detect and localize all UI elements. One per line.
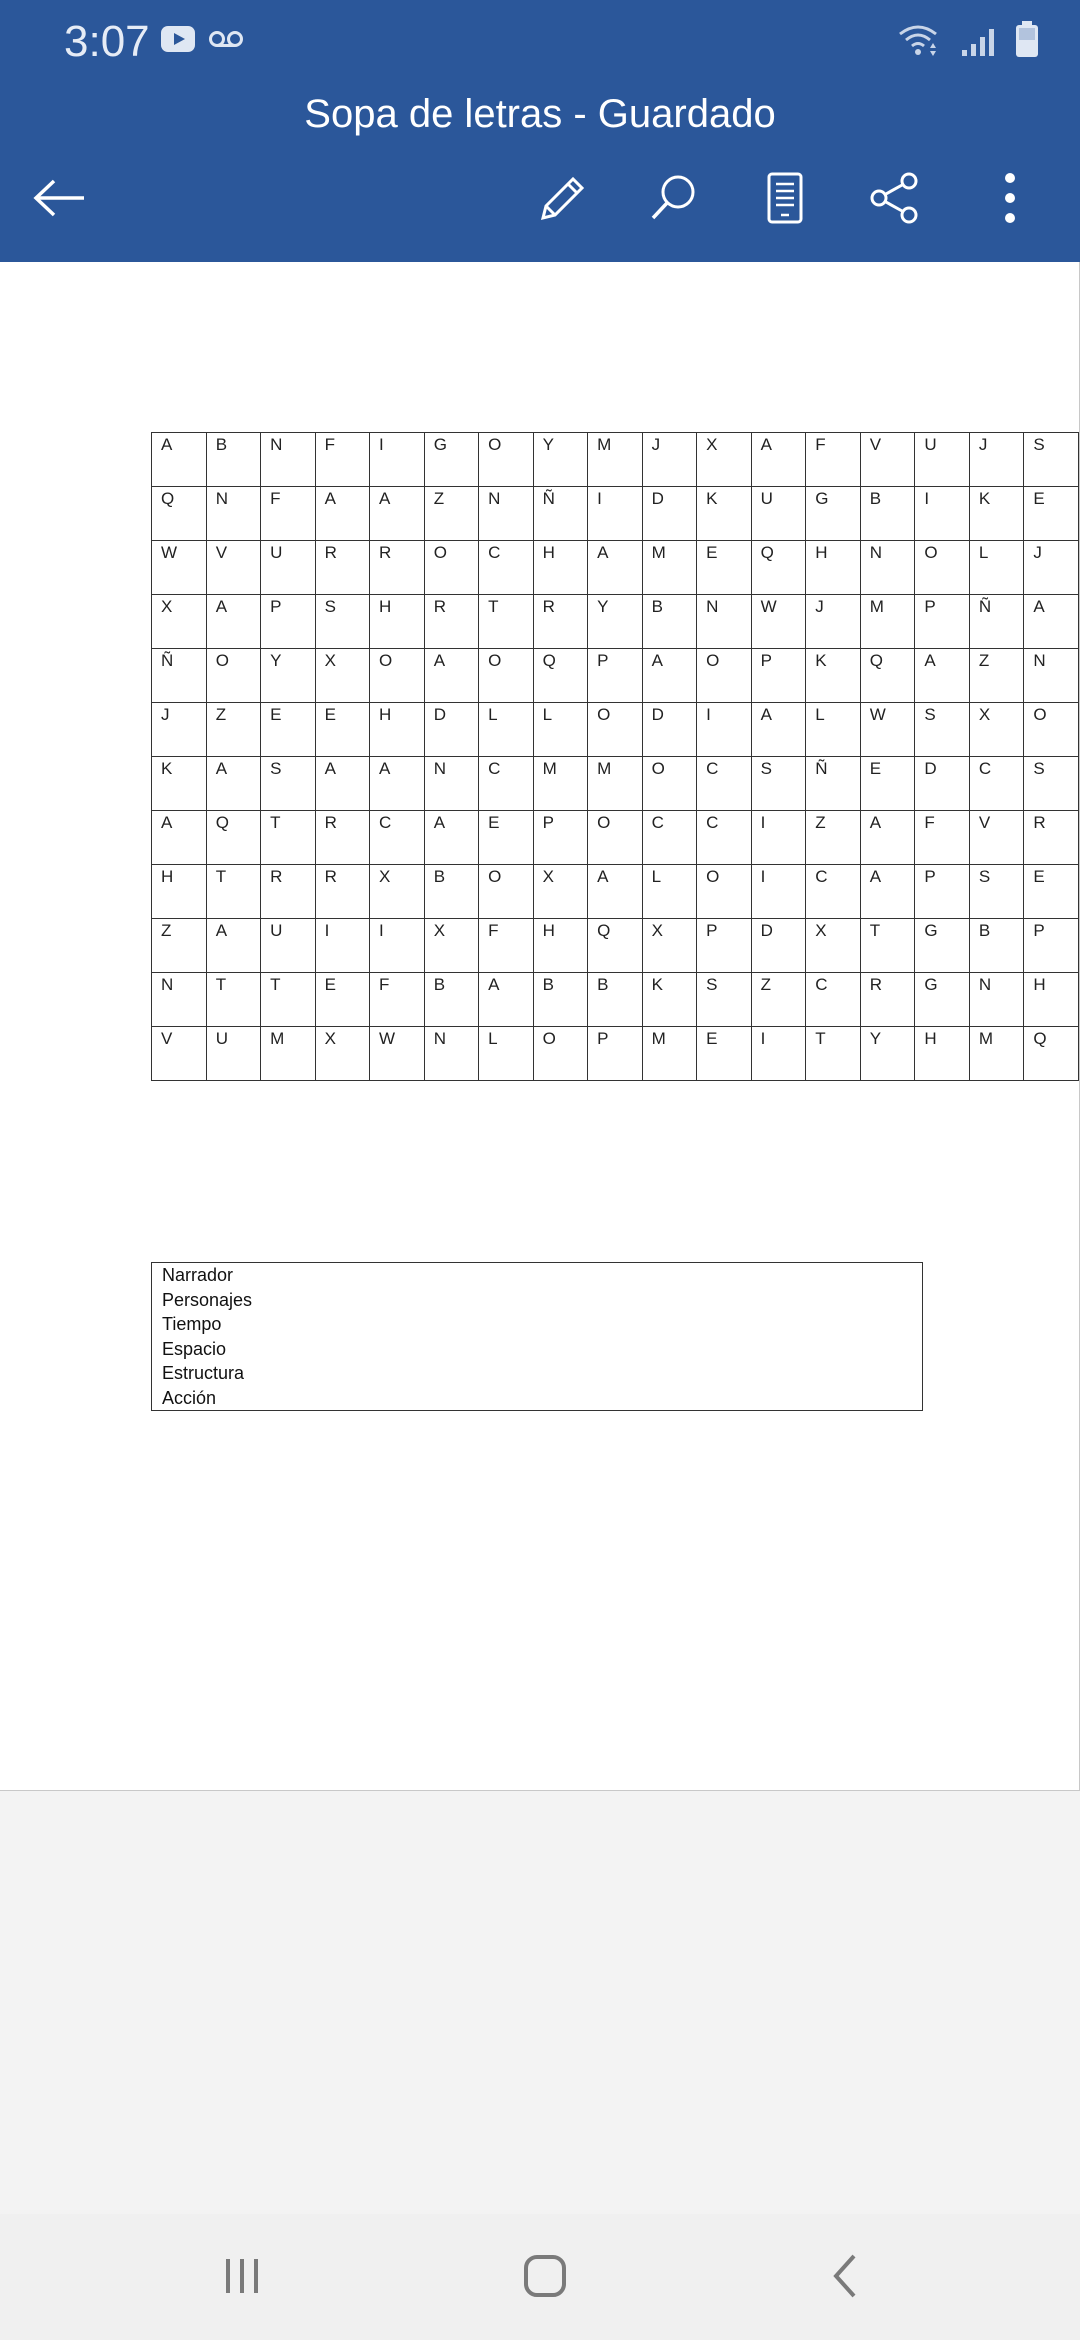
word-list-item: Estructura bbox=[162, 1363, 245, 1383]
grid-cell: A bbox=[860, 865, 915, 919]
edit-pencil-icon bbox=[533, 170, 589, 231]
grid-cell: R bbox=[370, 541, 425, 595]
grid-cell: E bbox=[479, 811, 533, 865]
grid-cell: B bbox=[860, 487, 915, 541]
grid-cell: U bbox=[261, 919, 316, 973]
grid-cell: B bbox=[533, 973, 588, 1027]
grid-cell: I bbox=[915, 487, 969, 541]
grid-cell: M bbox=[533, 757, 588, 811]
grid-cell: A bbox=[915, 649, 969, 703]
grid-cell: Q bbox=[533, 649, 588, 703]
grid-cell: C bbox=[697, 811, 751, 865]
youtube-icon bbox=[160, 24, 196, 59]
grid-cell: A bbox=[152, 811, 207, 865]
document-page[interactable] bbox=[0, 262, 1080, 1791]
grid-cell: R bbox=[860, 973, 915, 1027]
grid-cell: I bbox=[697, 703, 751, 757]
grid-cell: Z bbox=[751, 973, 806, 1027]
grid-cell: F bbox=[479, 919, 533, 973]
grid-cell: Ñ bbox=[806, 757, 860, 811]
grid-cell: A bbox=[152, 433, 207, 487]
signal-icon bbox=[960, 24, 1000, 63]
grid-cell: E bbox=[315, 703, 369, 757]
grid-cell: S bbox=[1024, 433, 1079, 487]
grid-cell: Ñ bbox=[533, 487, 588, 541]
grid-cell: N bbox=[479, 487, 533, 541]
grid-cell: N bbox=[697, 595, 751, 649]
grid-cell: B bbox=[642, 595, 697, 649]
grid-cell: F bbox=[370, 973, 425, 1027]
grid-cell: O bbox=[370, 649, 425, 703]
grid-cell: F bbox=[806, 433, 860, 487]
grid-cell: R bbox=[424, 595, 478, 649]
grid-cell: V bbox=[206, 541, 260, 595]
grid-cell: K bbox=[969, 487, 1024, 541]
grid-cell: N bbox=[152, 973, 207, 1027]
grid-cell: F bbox=[915, 811, 969, 865]
grid-cell: A bbox=[370, 757, 425, 811]
grid-cell: A bbox=[860, 811, 915, 865]
grid-cell: T bbox=[860, 919, 915, 973]
grid-cell: W bbox=[370, 1027, 425, 1081]
grid-cell: H bbox=[533, 919, 588, 973]
grid-cell: P bbox=[1024, 919, 1079, 973]
more-options-icon bbox=[1000, 170, 1020, 231]
grid-cell: D bbox=[424, 703, 478, 757]
reading-view-icon bbox=[763, 170, 807, 231]
grid-cell: O bbox=[479, 865, 533, 919]
grid-cell: O bbox=[588, 703, 643, 757]
grid-cell: O bbox=[588, 811, 643, 865]
word-list-box bbox=[151, 1262, 923, 1411]
grid-cell: P bbox=[751, 649, 806, 703]
recent-apps-button[interactable] bbox=[206, 2242, 278, 2314]
grid-cell: N bbox=[424, 757, 478, 811]
document-title: Sopa de letras - Guardado bbox=[304, 92, 776, 136]
grid-cell: Ñ bbox=[969, 595, 1024, 649]
grid-cell: H bbox=[370, 703, 425, 757]
grid-cell: L bbox=[479, 703, 533, 757]
grid-cell: U bbox=[751, 487, 806, 541]
grid-cell: L bbox=[969, 541, 1024, 595]
grid-cell: U bbox=[915, 433, 969, 487]
grid-cell: R bbox=[315, 865, 369, 919]
grid-cell: S bbox=[751, 757, 806, 811]
grid-cell: O bbox=[206, 649, 260, 703]
grid-cell: A bbox=[642, 649, 697, 703]
grid-cell: G bbox=[915, 919, 969, 973]
grid-cell: C bbox=[370, 811, 425, 865]
grid-cell: Z bbox=[806, 811, 860, 865]
grid-cell: D bbox=[642, 487, 697, 541]
wifi-icon bbox=[896, 22, 940, 63]
grid-cell: I bbox=[315, 919, 369, 973]
grid-cell: D bbox=[915, 757, 969, 811]
grid-cell: H bbox=[533, 541, 588, 595]
grid-cell: M bbox=[969, 1027, 1024, 1081]
grid-cell: X bbox=[315, 649, 369, 703]
grid-cell: C bbox=[806, 973, 860, 1027]
share-icon bbox=[867, 170, 923, 231]
grid-cell: M bbox=[860, 595, 915, 649]
grid-cell: B bbox=[424, 973, 478, 1027]
grid-cell: S bbox=[315, 595, 369, 649]
grid-cell: K bbox=[806, 649, 860, 703]
home-button[interactable] bbox=[509, 2242, 581, 2314]
grid-cell: E bbox=[860, 757, 915, 811]
grid-cell: P bbox=[533, 811, 588, 865]
home-icon bbox=[520, 2251, 570, 2306]
grid-cell: X bbox=[969, 703, 1024, 757]
grid-cell: X bbox=[370, 865, 425, 919]
nav-back-icon bbox=[822, 2251, 872, 2306]
grid-cell: Q bbox=[152, 487, 207, 541]
grid-cell: O bbox=[697, 865, 751, 919]
grid-cell: Ñ bbox=[152, 649, 207, 703]
grid-row bbox=[152, 973, 1079, 1027]
grid-cell: W bbox=[751, 595, 806, 649]
grid-cell: I bbox=[588, 487, 643, 541]
recent-apps-icon bbox=[217, 2251, 267, 2306]
grid-cell: B bbox=[424, 865, 478, 919]
grid-cell: E bbox=[697, 1027, 751, 1081]
grid-cell: E bbox=[1024, 487, 1079, 541]
grid-cell: W bbox=[152, 541, 207, 595]
grid-cell: T bbox=[206, 973, 260, 1027]
grid-cell: L bbox=[806, 703, 860, 757]
grid-cell: R bbox=[1024, 811, 1079, 865]
grid-cell: D bbox=[751, 919, 806, 973]
grid-cell: N bbox=[261, 433, 316, 487]
grid-cell: T bbox=[261, 973, 316, 1027]
word-list-item: Tiempo bbox=[162, 1314, 222, 1334]
grid-cell: H bbox=[915, 1027, 969, 1081]
grid-cell: O bbox=[697, 649, 751, 703]
grid-cell: C bbox=[479, 541, 533, 595]
grid-cell: B bbox=[588, 973, 643, 1027]
grid-cell: T bbox=[806, 1027, 860, 1081]
grid-cell: P bbox=[915, 865, 969, 919]
grid-cell: S bbox=[915, 703, 969, 757]
grid-cell: A bbox=[424, 811, 478, 865]
grid-cell: X bbox=[533, 865, 588, 919]
grid-cell: N bbox=[206, 487, 260, 541]
grid-cell: D bbox=[642, 703, 697, 757]
grid-cell: S bbox=[697, 973, 751, 1027]
grid-cell: I bbox=[751, 865, 806, 919]
grid-cell: N bbox=[424, 1027, 478, 1081]
grid-cell: S bbox=[1024, 757, 1079, 811]
grid-cell: J bbox=[152, 703, 207, 757]
grid-cell: Q bbox=[751, 541, 806, 595]
grid-cell: Y bbox=[860, 1027, 915, 1081]
grid-cell: F bbox=[261, 487, 316, 541]
grid-cell: X bbox=[152, 595, 207, 649]
grid-cell: P bbox=[697, 919, 751, 973]
grid-cell: I bbox=[751, 811, 806, 865]
grid-cell: Q bbox=[860, 649, 915, 703]
grid-row bbox=[152, 541, 1079, 595]
grid-cell: N bbox=[1024, 649, 1079, 703]
grid-cell: G bbox=[915, 973, 969, 1027]
grid-cell: Q bbox=[1024, 1027, 1079, 1081]
grid-cell: Y bbox=[261, 649, 316, 703]
grid-cell: Q bbox=[588, 919, 643, 973]
grid-cell: X bbox=[424, 919, 478, 973]
grid-row bbox=[152, 487, 1079, 541]
grid-cell: A bbox=[1024, 595, 1079, 649]
grid-cell: W bbox=[860, 703, 915, 757]
grid-cell: A bbox=[315, 487, 369, 541]
grid-cell: C bbox=[969, 757, 1024, 811]
grid-cell: S bbox=[261, 757, 316, 811]
grid-cell: J bbox=[642, 433, 697, 487]
grid-cell: J bbox=[1024, 541, 1079, 595]
grid-cell: R bbox=[315, 541, 369, 595]
grid-cell: O bbox=[533, 1027, 588, 1081]
grid-cell: C bbox=[806, 865, 860, 919]
grid-cell: X bbox=[642, 919, 697, 973]
grid-row bbox=[152, 595, 1079, 649]
app-header bbox=[0, 0, 1080, 262]
grid-cell: T bbox=[206, 865, 260, 919]
grid-cell: Z bbox=[152, 919, 207, 973]
grid-cell: K bbox=[152, 757, 207, 811]
grid-cell: A bbox=[206, 595, 260, 649]
grid-cell: H bbox=[1024, 973, 1079, 1027]
grid-cell: N bbox=[860, 541, 915, 595]
grid-cell: A bbox=[588, 541, 643, 595]
grid-cell: M bbox=[642, 541, 697, 595]
grid-row bbox=[152, 433, 1079, 487]
search-button[interactable] bbox=[638, 165, 708, 235]
grid-cell: H bbox=[152, 865, 207, 919]
grid-cell: Z bbox=[424, 487, 478, 541]
grid-cell: M bbox=[261, 1027, 316, 1081]
grid-cell: K bbox=[642, 973, 697, 1027]
grid-cell: G bbox=[424, 433, 478, 487]
grid-cell: C bbox=[479, 757, 533, 811]
grid-cell: Z bbox=[206, 703, 260, 757]
grid-cell: O bbox=[479, 649, 533, 703]
word-list-item: Narrador bbox=[162, 1265, 234, 1285]
grid-cell: A bbox=[370, 487, 425, 541]
grid-cell: O bbox=[915, 541, 969, 595]
grid-cell: Q bbox=[206, 811, 260, 865]
grid-cell: X bbox=[697, 433, 751, 487]
grid-cell: A bbox=[315, 757, 369, 811]
grid-cell: E bbox=[1024, 865, 1079, 919]
system-navigation-bar bbox=[0, 2214, 1080, 2340]
grid-row bbox=[152, 649, 1079, 703]
grid-cell: J bbox=[806, 595, 860, 649]
grid-cell: A bbox=[206, 919, 260, 973]
grid-cell: P bbox=[588, 649, 643, 703]
grid-cell: I bbox=[751, 1027, 806, 1081]
grid-cell: B bbox=[969, 919, 1024, 973]
grid-cell: Z bbox=[969, 649, 1024, 703]
grid-cell: Y bbox=[533, 433, 588, 487]
grid-row bbox=[152, 919, 1079, 973]
grid-cell: L bbox=[479, 1027, 533, 1081]
grid-cell: A bbox=[588, 865, 643, 919]
grid-cell: A bbox=[751, 703, 806, 757]
grid-cell: V bbox=[969, 811, 1024, 865]
grid-cell: P bbox=[915, 595, 969, 649]
grid-cell: P bbox=[588, 1027, 643, 1081]
grid-cell: X bbox=[315, 1027, 369, 1081]
share-button[interactable] bbox=[860, 165, 930, 235]
grid-cell: B bbox=[206, 433, 260, 487]
grid-cell: F bbox=[315, 433, 369, 487]
grid-cell: N bbox=[969, 973, 1024, 1027]
grid-row bbox=[152, 811, 1079, 865]
word-search-grid bbox=[151, 432, 1079, 1081]
back-arrow-icon bbox=[32, 178, 88, 223]
grid-cell: X bbox=[806, 919, 860, 973]
grid-cell: Y bbox=[588, 595, 643, 649]
grid-cell: H bbox=[370, 595, 425, 649]
grid-cell: O bbox=[479, 433, 533, 487]
word-list-item: Espacio bbox=[162, 1338, 227, 1359]
grid-cell: G bbox=[806, 487, 860, 541]
voicemail-icon bbox=[208, 24, 244, 59]
grid-cell: M bbox=[588, 757, 643, 811]
grid-cell: U bbox=[206, 1027, 260, 1081]
grid-cell: O bbox=[424, 541, 478, 595]
grid-row bbox=[152, 757, 1079, 811]
grid-cell: H bbox=[806, 541, 860, 595]
grid-row bbox=[152, 1027, 1079, 1081]
grid-row bbox=[152, 865, 1079, 919]
grid-cell: E bbox=[261, 703, 316, 757]
grid-cell: T bbox=[479, 595, 533, 649]
grid-cell: U bbox=[261, 541, 316, 595]
grid-cell: R bbox=[533, 595, 588, 649]
grid-cell: A bbox=[751, 433, 806, 487]
grid-cell: I bbox=[370, 919, 425, 973]
grid-cell: E bbox=[315, 973, 369, 1027]
edit-button[interactable] bbox=[526, 165, 596, 235]
grid-row bbox=[152, 703, 1079, 757]
grid-cell: V bbox=[860, 433, 915, 487]
grid-cell: P bbox=[261, 595, 316, 649]
word-list-item: Acción bbox=[162, 1387, 217, 1408]
grid-cell: M bbox=[642, 1027, 697, 1081]
grid-cell: A bbox=[424, 649, 478, 703]
grid-cell: I bbox=[370, 433, 425, 487]
search-icon bbox=[645, 170, 701, 231]
grid-cell: T bbox=[261, 811, 316, 865]
grid-cell: R bbox=[261, 865, 316, 919]
reading-view-button[interactable] bbox=[750, 165, 820, 235]
grid-cell: C bbox=[697, 757, 751, 811]
grid-cell: J bbox=[969, 433, 1024, 487]
grid-cell: A bbox=[479, 973, 533, 1027]
nav-back-button[interactable] bbox=[811, 2242, 883, 2314]
grid-cell: A bbox=[206, 757, 260, 811]
grid-cell: K bbox=[697, 487, 751, 541]
grid-cell: L bbox=[642, 865, 697, 919]
grid-cell: M bbox=[588, 433, 643, 487]
grid-cell: S bbox=[969, 865, 1024, 919]
grid-cell: C bbox=[642, 811, 697, 865]
grid-cell: V bbox=[152, 1027, 207, 1081]
word-list-item: Personajes bbox=[162, 1289, 253, 1310]
status-time: 3:07 bbox=[64, 17, 150, 66]
more-options-button[interactable] bbox=[975, 165, 1045, 235]
grid-cell: L bbox=[533, 703, 588, 757]
back-button[interactable] bbox=[25, 165, 95, 235]
word-search-grid-body bbox=[152, 433, 1079, 1081]
grid-cell: O bbox=[642, 757, 697, 811]
grid-cell: R bbox=[315, 811, 369, 865]
grid-cell: E bbox=[697, 541, 751, 595]
battery-icon bbox=[1014, 20, 1040, 63]
grid-cell: O bbox=[1024, 703, 1079, 757]
